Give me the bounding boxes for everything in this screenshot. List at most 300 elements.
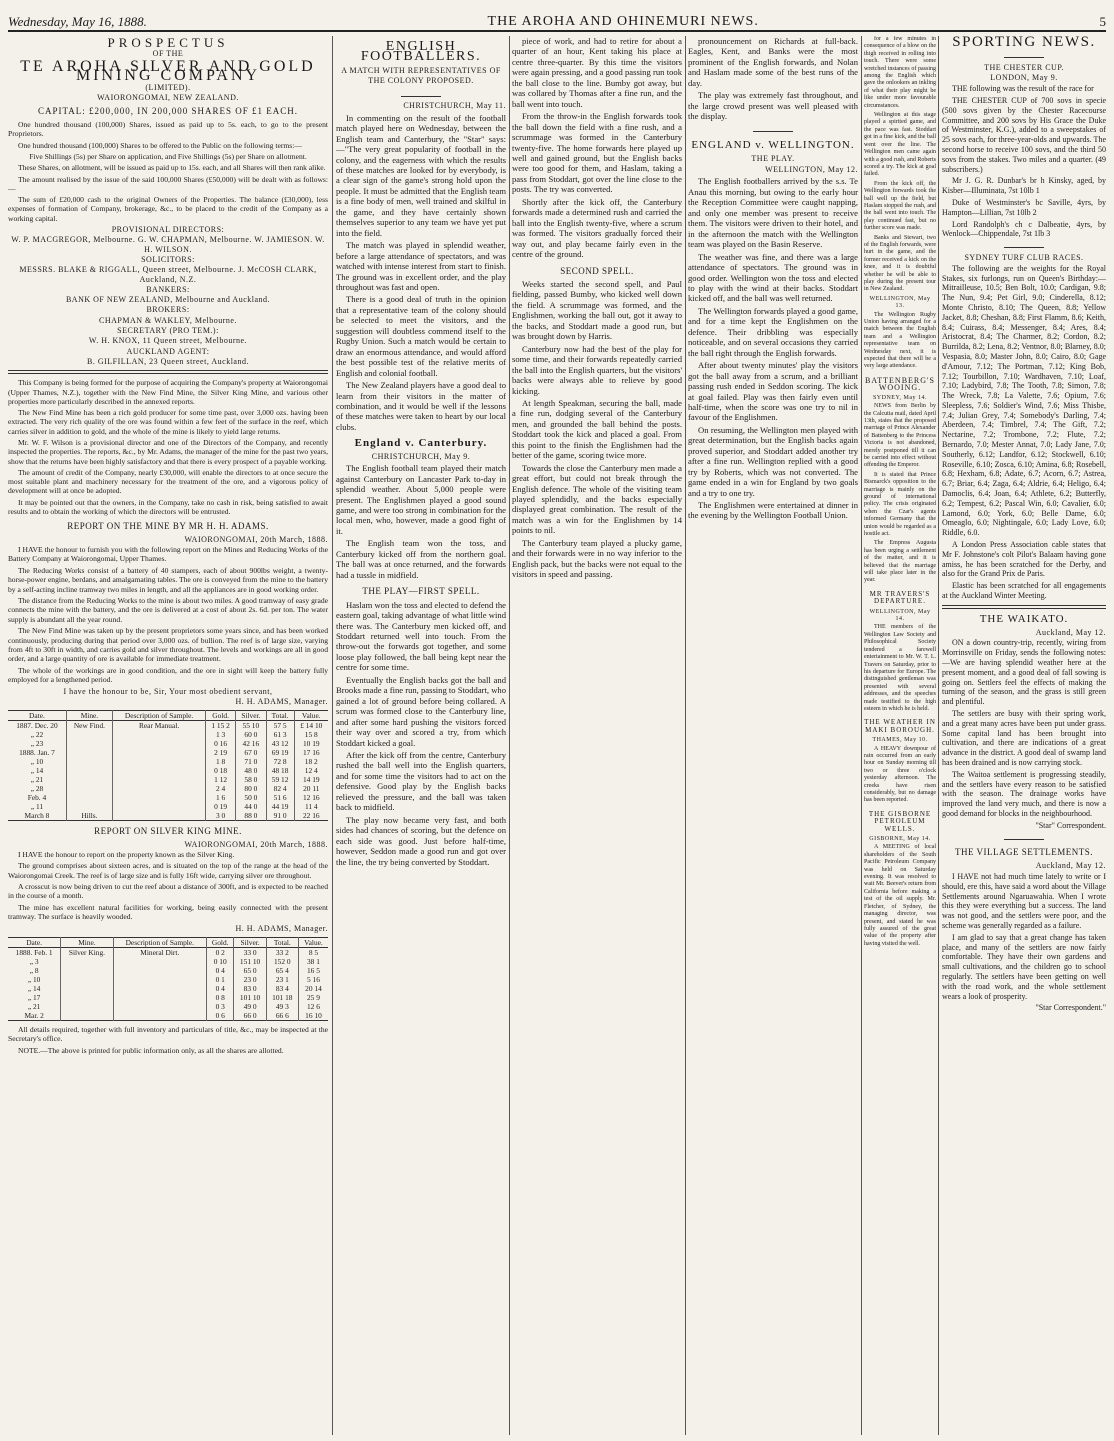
article-para: NEWS from Berlin by the Calcutta mail, dated April 13th, states that the proposed marriage of Prince Alexander of Battenberg to the Princess Victoria is not abandoned, merely postponed till it can be carried into effect without offending the Emperor.	[864, 403, 936, 469]
table-row	[8, 975, 328, 984]
table-cell: „ 17	[27, 992, 41, 1002]
table-cell: 1 3	[206, 730, 236, 739]
wellington-headline: ENGLAND v. WELLINGTON.	[691, 139, 855, 152]
report-body: I HAVE the honour to furnish you with the following report on the Mines and Reducing Works of the Battery Company at Waiorongomai, Upper Thames.	[8, 544, 328, 564]
article-para: I HAVE not had much time lately to write or I should, ere this, have said a word about the Village Settlements around Ngaruawahia. When I wrote this they were everything but a success. The land was not good, and the settlers were poor, and the scheme was generally regarded as a failure.	[942, 871, 1106, 930]
table-cell: „ 10	[30, 757, 44, 767]
col-header: Gold.	[206, 711, 236, 721]
travers-headline: MR TRAVERS'S DEPARTURE.	[869, 589, 931, 606]
table-cell: 20 11	[294, 784, 328, 793]
company-name: TE AROHA SILVER AND GOLD MINING COMPANY	[20, 57, 316, 84]
table-row	[8, 966, 328, 975]
article-para: for a few minutes in consequence of a blow on the thigh received in rolling into touch. There were some wretched instances of passing among the English which gave the onlookers an inkling of what their play might be like under more favourable circumstances.	[864, 36, 936, 109]
table-cell: 0 4	[206, 984, 234, 993]
article-para: On resuming, the Wellington men played with great determination, but the English backs again proved superior, and Stoddart added another try after a fine run. Wellington replied with a good try by Roberts, which was not converted. The game ended in a win for England by two goals and a try to one try.	[688, 424, 858, 498]
table-cell: Mar. 2	[24, 1010, 44, 1020]
prospectus-para: These Shares, on allotment, will be issued as paid up to 15s. each, and all Shares will then rank alike.	[18, 163, 326, 173]
article-para: Elastic has been scratched for all engagements at the Auckland Winter Meeting.	[942, 581, 1106, 601]
table-cell: „ 28	[30, 784, 44, 794]
article-para: There is a good deal of truth in the opinion that a representative team of the colony should be selected to meet the visitors, and the suggestion will doubtless commend itself to the Rugby Union. Such a match would be certain to draw an enormous attendance, and would afford the best possible test of the relative merits of English and colonial football.	[336, 294, 506, 378]
silver-king-title: REPORT ON SILVER KING MINE.	[94, 826, 242, 837]
table-cell: 82 4	[266, 784, 294, 793]
directors-label: PROVISIONAL DIRECTORS:	[111, 225, 225, 235]
table-cell: 49 3	[266, 1002, 298, 1011]
table-cell	[66, 802, 112, 811]
article-para: The following are the weights for the Royal Stakes, six furlongs, run on Queen's Birthday:—Mitrailleuse, 10.5; Ben Bolt, 10.0; Cardigan, 9.8; The Nun, 9.4; Pet Girl, 9.0; Cinderella, 8.12; Monte Christo, 8.10; The Queen, 8.8; Yellow Jacket, 8.8; Cheshan, 8.8; First Flamm, 8.6; Keith, 8.4; Cuirass, 8.4; Messenger, 8.4; Ares, 8.4; Aristocrat, 8.4; The Charmer, 8.2; Cordon, 8.2; Burrilda, 8.2; Lena, 8.2; Ventnor, 8.0; Blarney, 8.0; Vespasia, 8.0; Master John, 8.0; Cairo, 8.0; Gage d'Amour, 7.12; The Portman, 7.12; King Bob, 7.12; Tourbillon, 7.10; Wardhaven, 7.10; Loaf, 7.10; Ladybird, 7.8; The Tooth, 7.8; Simon, 7.8; The Wreck, 7.8; La Valette, 7.6; Opium, 7.6; Sleepless, 7.6; Soldier's Wind, 7.6; Miss Thisbe, 7.4; Julian Grey, 7.4; Somebody's Darling, 7.4; Aberdeen, 7.4; Timbrel, 7.4; The Gift, 7.2; Nectarine, 7.2; Trombone, 7.2; Flute, 7.2; Bernardo, 7.0; Mester Annat, 7.0; Lady Jane, 7.0; Southerly, 6.12; Landfor, 6.12; Stockwell, 6.10; Roseville, 6.10; Zosca, 6.10; Amina, 6.8; Rosebell, 6.8; Hexham, 6.8; Adate, 6.7; Acorn, 6.7; Astrea, 6.7; Briar, 6.4; Zaga, 6.4; Aldrie, 6.4; Heligo, 6.4; Damoclis, 6.4; Joan, 6.4; Athlete, 6.2; Butterfly, 6.2; Tempest, 6.2; Pascal Win, 6.0; Cavalier, 6.0; Lamond, 6.0; York, 6.0; Belle Dame, 6.0; Omeaglo, 6.0; Nightingale, 6.0; Lady Love, 6.0; Riddle, 6.0.	[942, 263, 1106, 538]
agent-label: AUCKLAND AGENT:	[126, 346, 210, 356]
prospectus-para: The sum of £20,000 cash to the original Owners of the Properties. The balance (£30,000), less expenses of formation of Company, brokerage, &c., to be placed to the credit of the Company as a working capital.	[8, 195, 328, 223]
weather-headline: THE WEATHER IN MAKI BOROUGH.	[864, 718, 936, 734]
table-row	[8, 802, 328, 811]
table-cell: „ 11	[30, 802, 44, 812]
directors: W. P. MACGREGOR, Melbourne. G. W. CHAPMAN, Melbourne. W. JAMIESON. W. H. WILSON.	[11, 235, 325, 254]
table-cell: 11 4	[294, 802, 328, 811]
divider	[942, 241, 1106, 251]
table-row	[8, 766, 328, 775]
correspondent: "Star Correspondent."	[1035, 1003, 1106, 1013]
table-cell: 58 0	[236, 775, 267, 784]
dateline: WELLINGTON, May 12.	[765, 164, 858, 174]
table-cell: 101 18	[266, 993, 298, 1002]
article-para: At length Speakman, securing the ball, made a fine run, dodging several of the Canterbury men, and grounded the ball behind the posts. Stoddart took the kick and placed a goal. From this point to the finish the Englishmen had the better of the game, scoring twice more.	[512, 397, 682, 461]
table-cell: 1887. Dec. 20	[16, 721, 58, 731]
table-cell: 80 0	[236, 784, 267, 793]
table-cell: 33 2	[266, 947, 298, 957]
article-para: The settlers are busy with their spring work, and a great many acres have been put under grass. Some capital land has been brought into cultivation, and there are indications of a great advance in the district. A good deal of swamp land has been drained and is now carrying stock.	[942, 709, 1106, 767]
table-cell: „ 21	[30, 775, 44, 785]
col-header: Date.	[29, 711, 45, 721]
article-para: The Waitoa settlement is progressing steadily, and the settlers have every reason to be satisfied with the season. The drainage works have improved the land very much, and there is now a good demand for blocks in the neighbourhood.	[942, 769, 1106, 818]
table-cell: 0 10	[206, 957, 234, 966]
masthead-paper-title: THE AROHA AND OHINEMURI NEWS.	[487, 14, 759, 29]
article-para: A MEETING of local shareholders of the South Pacific Petroleum Company was held on Saturday evening. It was resolved to wait Mr. Beever's return from California before making a test of the oil supply. Mr. Fletcher, of Sydney, the managing director, was present, and stated he was fully assured of the great value of the property after having visited the well.	[864, 844, 936, 947]
col-header: Date.	[26, 937, 43, 947]
column-rule	[938, 36, 939, 1435]
table-header-row	[8, 711, 328, 721]
article-para: From the throw-in the English forwards took the ball down the field with a fine rush, and a scrummage was formed in the Canterbury twenty-five. The home forwards here played up well and gained ground, but the English backs were too good for them, and Haslam, taking a pass from Stoddart, got over the line close to the posts. The try was converted.	[512, 111, 682, 195]
article-para: THE following was the result of the race for	[952, 84, 1094, 94]
divider	[688, 124, 858, 134]
article-para: The Wellington Rugby Union having arranged for a match between the English team and a Wellington representative team on Wednesday next, it is expected that there will be a very large attendance.	[864, 311, 936, 370]
correspondent: "Star" Correspondent.	[1035, 820, 1106, 830]
table-cell: March 8	[24, 811, 50, 821]
table-cell: „ 14	[27, 983, 41, 993]
dateline: GISBORNE, May 14.	[869, 836, 931, 843]
race-result: Mr J. G. R. Dunbar's br h Kinsky, aged, by Kisber—Illuminata, 7st 10lb 1	[942, 176, 1106, 196]
table-cell	[66, 793, 112, 802]
secretary: W. H. KNOX, 11 Queen street, Melbourne.	[88, 336, 248, 346]
dateline: WELLINGTON, May 13.	[869, 295, 931, 310]
table-cell: 18 2	[294, 757, 328, 766]
table-row	[8, 1011, 328, 1021]
table-cell: 91 0	[266, 811, 294, 821]
table-cell: 16 5	[298, 966, 328, 975]
prospectus-body: It may be pointed out that the owners, in the Company, take no cash in risk, being satisfied to await results and to obtain the working of which the directors will be entrusted.	[8, 497, 328, 517]
assay-table-new-find	[8, 710, 328, 821]
article-para: The play was extremely fast throughout, and the large crowd present was well pleased with the display.	[688, 90, 858, 122]
table-cell: Rear Manual.	[112, 721, 205, 731]
masthead-page-number: 5	[1099, 14, 1106, 29]
table-cell: 0 1	[206, 975, 234, 984]
divider	[942, 833, 1106, 843]
agent: B. GILFILLAN, 23 Queen street, Auckland.	[87, 356, 249, 366]
silver-king-body: I HAVE the honour to report on the property known as the Silver King.	[18, 849, 235, 859]
table-cell: 20 14	[298, 984, 328, 993]
table-cell: 152 0	[266, 957, 298, 966]
silver-king-body: A crosscut is now being driven to cut the reef about a distance of 300ft, and is expected to be reached in the course of a month.	[8, 882, 328, 901]
table-cell: 66 0	[234, 1011, 266, 1021]
table-cell	[112, 811, 205, 821]
article-para: I am glad to say that a great change has taken place, and many of the settlers are now fairly comfortable. They have their own gardens and small cultivations, and the children go to school regularly. The settlers have been getting on well with the road work, and the whole settlement wears a look of prosperity.	[942, 932, 1106, 1001]
article-para: A HEAVY downpour of rain occurred from an early hour on Sunday morning till two or three o'clock yesterday afternoon. The creeks have risen considerably, but no damage has been reported.	[864, 745, 936, 804]
prospectus-title: PROSPECTUS	[107, 36, 229, 50]
dateline: LONDON, May 9.	[990, 73, 1058, 83]
table-cell: 22 16	[294, 811, 328, 821]
table-cell: 38 1	[298, 957, 328, 966]
table-cell	[112, 748, 205, 757]
table-row	[8, 784, 328, 793]
article-para: ON a down country-trip, recently, wiring from Morrinsville on Friday, sends the following notes:—We are having splendid weather here at the present moment, and a good deal of fall sowing is going on. Settlers feel the effects of making the turning of the season, and the grass is still green and plentiful.	[942, 638, 1106, 707]
table-row	[8, 739, 328, 748]
col-header: Mine.	[61, 937, 113, 947]
column-rule	[332, 36, 333, 1435]
article-para: Towards the close the Canterbury men made a great effort, but could not break through the English defence. The whole of the visiting team played splendidly, and the backs especially displayed great combination. The result of the match was a win for the Englishmen by 14 points to nil.	[512, 462, 682, 536]
table-cell: 16 10	[298, 1011, 328, 1021]
col-header: Value.	[294, 711, 328, 721]
table-cell: 2 19	[206, 748, 236, 757]
sporting-column	[942, 36, 1106, 1435]
table-cell: 48 0	[236, 766, 267, 775]
article-para: The weather was fine, and there was a large attendance of spectators. The ground was in good order. Wellington won the toss and elected to play with the wind at their backs. Stoddart kicked off, and the ball was well returned.	[688, 251, 858, 304]
table-cell: 83 4	[266, 984, 298, 993]
table-cell	[61, 993, 113, 1002]
report-title: REPORT ON THE MINE BY MR H. H. ADAMS.	[67, 521, 269, 532]
table-cell: 15 8	[294, 730, 328, 739]
masthead	[8, 8, 1106, 32]
article-para: Banks and Stewart, two of the English forwards, were hurt in the game, and the former received a kick on the knee, and it is doubtful whether he will be able to play during the present tour in New Zealand.	[864, 234, 936, 293]
table-cell: 12 16	[294, 793, 328, 802]
table-cell: 44 0	[236, 802, 267, 811]
wellington-column	[688, 36, 858, 1435]
table-cell: 88 0	[236, 811, 267, 821]
silver-king-body: The mine has excellent natural facilities for working, being easily connected with the present tramway. The surface is heavily wooded.	[8, 902, 328, 922]
prospectus-footer-note: NOTE.—The above is printed for public information only, as all the shares are allotted.	[18, 1045, 284, 1055]
article-para: A London Press Association cable states that Mr F. Johnstone's colt Pilot's Balaam having gone amiss, he has been scratched for the Derby, and also for the Grand Prix de Paris.	[942, 540, 1106, 579]
column-rule	[861, 36, 862, 1435]
table-cell: 0 19	[206, 802, 236, 811]
table-cell: Hills.	[66, 811, 112, 821]
dateline: Auckland, May 12.	[1035, 861, 1106, 871]
report-body: The whole of the workings are in good condition, and the ore in sight will keep the battery fully employed for a lengthened period.	[8, 665, 328, 685]
english-footballers-headline: ENGLISH FOOTBALLERS.	[360, 39, 482, 65]
table-cell: 10 19	[294, 739, 328, 748]
table-row	[8, 811, 328, 821]
table-cell	[66, 730, 112, 739]
table-row	[8, 721, 328, 731]
table-cell: 61 3	[266, 730, 294, 739]
article-para: After the kick off from the centre, Canterbury rushed the ball well into the English quarters, and for some time the visitors had to act on the defensive. Good play by the English backs relieved the pressure, and the ball was taken back to midfield.	[336, 750, 506, 813]
table-cell: 65 4	[266, 966, 298, 975]
table-cell: 59 12	[266, 775, 294, 784]
table-cell: 83 0	[234, 984, 266, 993]
table-cell	[61, 975, 113, 984]
dateline: Auckland, May 12.	[1035, 627, 1106, 637]
table-cell: 48 18	[266, 766, 294, 775]
table-cell: 17 16	[294, 748, 328, 757]
table-cell: Mineral Dirt.	[113, 947, 206, 957]
company-location: WAIORONGOMAI, NEW ZEALAND.	[97, 93, 239, 103]
table-cell	[113, 993, 206, 1002]
divider	[336, 89, 506, 99]
solicitors: MESSRS. BLAKE & RIGGALL, Queen street, Melbourne. J. McCOSH CLARK, Auckland, N.Z.	[19, 265, 317, 284]
table-cell: 1 15 2	[206, 721, 236, 731]
table-cell: 101 10	[234, 993, 266, 1002]
table-cell: New Find.	[66, 721, 112, 731]
table-row	[8, 947, 328, 957]
table-cell	[66, 775, 112, 784]
brokers: CHAPMAN & WAKLEY, Melbourne.	[99, 315, 237, 325]
table-cell: 1 6	[206, 793, 236, 802]
prospectus-body: The New Find Mine has been a rich gold producer for some time past, over 3,000 ozs. having been extracted. The very rich quality of the ore was found within a few feet of the surface in the reef, which carries silver in addition to gold, and the whole of the mine is likely to yield large returns.	[8, 408, 328, 436]
prospectus-footer: All details required, together with full inventory and particulars of title, &c., may be inspected at the Secretary's office.	[8, 1024, 328, 1044]
article-para: The Englishmen were entertained at dinner in the evening by the Wellington Football Union.	[688, 500, 858, 521]
company-limited: (LIMITED).	[145, 83, 191, 93]
article-para: In commenting on the result of the football match played here on Wednesday, between the English team and Canterbury, the "Star" says:—"The very great popularity of football in the colony, and the eagerness with which the results of these matches are looked for by everybody, is a clear sign of the game's strong hold upon the people. It must be admitted that the English team is a fine body of men, well trained and skilful in the game, and they have certainly shown themselves superior to any team we have yet put into the field.	[336, 112, 506, 238]
table-cell	[112, 766, 205, 775]
table-cell: „ 14	[30, 766, 44, 776]
table-cell	[112, 802, 205, 811]
table-cell: 49 0	[234, 1002, 266, 1011]
table-cell: 0 2	[206, 947, 234, 957]
table-cell: 67 0	[236, 748, 267, 757]
article-para: Eventually the English backs got the ball and Brooks made a fine run, passing to Stoddart, who gained a lot of ground before being collared. A scrum was formed close to the Canterbury line, and after some hard pushing the visitors forced their way over and scored a try, from which Stoddart kicked a goal.	[336, 674, 506, 748]
article-para: The English team won the toss, and Canterbury kicked off from the northern goal. The ball was at once returned, and the forwards had a tussle in midfield.	[336, 538, 506, 580]
table-cell: 66 6	[266, 1011, 298, 1021]
article-para: The Wellington forwards played a good game, and for a time kept the Englishmen on the defence. Their dribbling was especially noticeable, and on several occasions they carried the ball right through the English forwards.	[688, 305, 858, 358]
table-cell: 8 5	[298, 947, 328, 957]
col-header: Total.	[266, 937, 298, 947]
prospectus-column	[8, 36, 328, 1435]
silver-king-body: The ground comprises about sixteen acres, and is situated on the top of the range at the head of the Waiorongomai Creek. The reef is of large size and is fully 16ft wide, carrying silver ore throughout.	[8, 861, 328, 880]
report-signature: H. H. ADAMS, Manager.	[235, 696, 328, 706]
section-heading: THE PLAY—FIRST SPELL.	[362, 586, 480, 597]
battenberg-headline: BATTENBERG'S WOOING.	[865, 375, 935, 393]
table-cell: 51 6	[266, 793, 294, 802]
table-cell: „ 22	[30, 730, 44, 740]
table-cell: 60 0	[236, 730, 267, 739]
assay-table-silver-king	[8, 937, 328, 1021]
article-para: Haslam won the toss and elected to defend the eastern goal, taking advantage of what little wind there was. The Canterbury men kicked off, and Stoddart returned well into touch. From the throw-out the forwards got together, and some loose play followed, the ball being kept near the centre for some time.	[336, 599, 506, 673]
table-cell	[112, 784, 205, 793]
table-cell	[61, 966, 113, 975]
table-cell: 55 10	[236, 721, 267, 731]
prospectus-body: This Company is being formed for the purpose of acquiring the Company's property at Waiorongomai (Upper Thames, N.Z.), together with the New Find Mine, the Silver King Mine, and various other properties more particularly described in the annexed reports.	[8, 378, 328, 406]
table-cell: 50 0	[236, 793, 267, 802]
table-cell	[61, 957, 113, 966]
table-cell	[61, 1002, 113, 1011]
bankers: BANK OF NEW ZEALAND, Melbourne and Auckland.	[65, 295, 271, 305]
table-cell: 69 19	[266, 748, 294, 757]
column-rule	[685, 36, 686, 1435]
col-header: Gold.	[206, 937, 234, 947]
article-para: Canterbury now had the best of the play for some time, and their forwards repeatedly carried the ball into the English quarters, but the visitors' backs were always able to relieve by good kicking.	[512, 343, 682, 396]
table-cell: 25 9	[298, 993, 328, 1002]
table-cell: 42 16	[236, 739, 267, 748]
table-cell	[113, 966, 206, 975]
table-cell	[66, 784, 112, 793]
col-header: Silver.	[234, 937, 266, 947]
table-header-row	[8, 937, 328, 947]
table-cell: „ 23	[30, 739, 44, 749]
table-row	[8, 957, 328, 966]
table-cell	[112, 793, 205, 802]
article-para: The English football team played their match against Canterbury on Lancaster Park to-day in splendid weather. About 5,000 people were present. The Englishmen played a good sound game, and were too strong in combination for the local men, who, however, made a good fight of it.	[336, 463, 506, 536]
silver-king-date: WAIORONGOMAI, 20th March, 1888.	[184, 839, 328, 849]
section-heading: SECOND SPELL.	[560, 265, 634, 276]
divider	[942, 51, 1106, 61]
table-cell: 0 8	[206, 993, 234, 1002]
table-cell	[61, 984, 113, 993]
table-row	[8, 1002, 328, 1011]
football-column	[336, 36, 506, 1435]
prospectus-para: The amount realised by the issue of the said 100,000 Shares (£50,000) will be dealt with as follows:—	[8, 174, 328, 193]
table-cell: 23 1	[266, 975, 298, 984]
article-para: Weeks started the second spell, and Paul fielding, passed Bumby, who kicked well down the field. A scrummage was formed, and the Englishmen, working the ball out, got it away to the backs, and Stoddart made a good run, but was brought down by Harris.	[512, 278, 682, 342]
table-cell: 2 4	[206, 784, 236, 793]
article-para: pronouncement on Richards at full-back. Eagles, Kent, and Banks were the most prominent of the English forwards, and Nolan and Haslam made some of the best runs of the day.	[688, 36, 858, 88]
prospectus-body: The amount of credit of the Company, nearly £30,000, will enable the directors to at once secure the most suitable plant and machinery necessary for the treatment of the ore, and a vigorous policy of development will at once be adopted.	[8, 467, 328, 496]
wellington-subhead: THE PLAY.	[751, 153, 795, 163]
col-header: Total.	[266, 711, 294, 721]
table-cell: 57 5	[266, 721, 294, 731]
race-result: Lord Randolph's ch c Dalbeatie, 4yrs, by Wenlock—Chippendale, 7st 1lb 3	[942, 219, 1106, 239]
masthead-date: Wednesday, May 16, 1888.	[8, 14, 147, 29]
divider	[8, 370, 328, 374]
english-footballers-subhead: A MATCH WITH REPRESENTATIVES OF THE COLONY PROPOSED.	[341, 65, 501, 86]
prospectus-of-the: OF THE	[152, 49, 184, 59]
table-row	[8, 993, 328, 1002]
table-cell: 1 12	[206, 775, 236, 784]
silver-king-signature: H. H. ADAMS, Manager.	[235, 923, 328, 933]
table-cell: 1888. Feb. 1	[15, 947, 53, 957]
table-cell	[113, 1011, 206, 1021]
table-cell: 0 18	[206, 766, 236, 775]
table-cell: 5 16	[298, 975, 328, 984]
solicitors-label: SOLICITORS:	[141, 254, 195, 264]
dateline: CHRISTCHURCH, May 11.	[403, 101, 506, 111]
table-cell	[112, 730, 205, 739]
report-body: The New Find Mine was taken up by the present proprietors some years since, and has been worked continuously, producing during that period over 3,000 ozs. of bullion. The reef is of large size, varying from 4ft to 30ft in width, and carries gold and silver throughout. The levels and workings are all in good order, and a large quantity of ore is available for immediate treatment.	[8, 626, 328, 664]
petroleum-headline: THE GISBORNE PETROLEUM WELLS.	[868, 809, 932, 833]
table-cell: 0 6	[206, 1011, 234, 1021]
table-row	[8, 984, 328, 993]
article-para: From the kick off, the Wellington forwards took the ball well up the field, but Haslam stopped the rush, and the ball went into touch. The play continued fast, but no further score was made.	[864, 180, 936, 232]
prospectus-para: One hundred thousand (100,000) Shares, issued as paid up to 5s. each, to go to the present Proprietors.	[8, 120, 328, 139]
table-cell: „ 3	[29, 956, 39, 966]
table-cell: 151 10	[234, 957, 266, 966]
table-cell	[66, 757, 112, 766]
col-header: Description of Sample.	[113, 937, 206, 947]
table-cell: 23 0	[234, 975, 266, 984]
table-cell	[112, 757, 205, 766]
article-para: The New Zealand players have a good deal to learn from their visitors in the matter of combination, and it would be well if the lessons of these matches were taken to heart by our local clubs.	[336, 380, 506, 432]
capital-line: CAPITAL: £200,000, IN 200,000 SHARES OF £1 EACH.	[37, 105, 299, 116]
table-cell: 1 8	[206, 757, 236, 766]
table-cell	[112, 739, 205, 748]
table-cell: £ 14 10	[294, 721, 328, 731]
table-cell: „ 21	[27, 1001, 41, 1011]
table-cell: 1888. Jan. 7	[19, 748, 55, 758]
table-cell	[66, 739, 112, 748]
article-para: The play now became very fast, and both sides had chances of scoring, but the defence on each side was good. Just before half-time, however, Seddon made a good run and got over the line, the try being converted by Stoddart.	[336, 814, 506, 867]
article-para: The English footballers arrived by the s.s. Te Anau this morning, but owing to the early hour the Reception Committee were caught napping, and only one member was present to receive them. The visitors were driven to their hotel, and in the afternoon the match with the Wellington team was played on the Basin Reserve.	[688, 176, 858, 250]
turf-club-title: SYDNEY TURF CLUB RACES.	[964, 252, 1084, 262]
brokers-label: BROKERS:	[146, 305, 190, 315]
dateline: THAMES, May 10.	[872, 737, 928, 744]
column-rule	[509, 36, 510, 1435]
table-cell	[113, 1002, 206, 1011]
col-header: Description of Sample.	[112, 711, 205, 721]
article-para: Wellington at this stage played a spirited game, and the pace was fast. Stoddart got in a fine kick, and the ball went over the line. The Wellington men came again with a good rush, and Roberts scored a try. The kick at goal failed.	[864, 112, 936, 178]
table-row	[8, 730, 328, 739]
secretary-label: SECRETARY (PRO TEM.):	[117, 326, 219, 336]
article-para: Shortly after the kick off, the Canterbury forwards made a determined rush and carried the ball into the English twenty-five, where a scrum was formed. The visitors gradually forced their way out, and play became fairly even in the centre of the ground.	[512, 196, 682, 260]
table-cell	[66, 766, 112, 775]
col-header: Value.	[298, 937, 328, 947]
col-header: Silver.	[236, 711, 267, 721]
report-body: The Reducing Works consist of a battery of 40 stampers, each of about 900lbs weight, a twenty-horse-power engine, berdans, and amalgamating tables. The ore is conveyed from the mine to the battery by a self-acting incline tramway two miles in length, and all the appliances are in good working order.	[8, 565, 328, 594]
table-cell	[113, 984, 206, 993]
divider	[942, 605, 1106, 609]
section-date: CHRISTCHURCH, May 9.	[371, 451, 471, 461]
table-cell: Feb. 4	[27, 793, 47, 803]
article-para: The Empress Augusta has been urging a settlement of the matter, and it is believed that the marriage will take place later in the year.	[864, 540, 936, 584]
table-cell: Silver King.	[61, 947, 113, 957]
table-cell: „ 8	[29, 965, 39, 975]
article-para: piece of work, and had to retire for about a quarter of an hour, Kent taking his place at centre three-quarter. By this time the visitors were again pressing, and a good passing run took the ball close to the line. Bumby got away, but was collared by Thomas after a fine run, and the ball went into touch.	[512, 36, 682, 109]
report-signoff: I have the honour to be, Sir, Your most obedient servant,	[63, 686, 273, 696]
table-cell: 44 19	[266, 802, 294, 811]
prospectus-body: Mr. W. F. Wilson is a provisional director and one of the Directors of the Company, and recently inspected the properties. The reports, &c., by Mr. Adams, the manager of the mine for the past two years, show that the returns have been highly satisfactory and that there is every prospect of a payable working.	[8, 437, 328, 466]
chester-cup-title: THE CHESTER CUP.	[984, 62, 1064, 72]
table-cell: 0 16	[206, 739, 236, 748]
report-body: The distance from the Reducing Works to the mine is about two miles. A good tramway of easy grade connects the mine with the battery, and the ore is delivered at a cost of about 2s. 6d. per ton. The water supply is abundant all the year round.	[8, 595, 328, 624]
table-cell: 43 12	[266, 739, 294, 748]
table-cell: 12 4	[294, 766, 328, 775]
article-para: THE CHESTER CUP of 700 sovs in specie (500 sovs given by the Chester Racecourse Committee, and 200 sovs by His Grace the Duke of Westminster, K.G.), added to a sweepstakes of 25 sovs each, for three-year-olds and upwards. The second horse to receive 100 sovs, and the third 50 sovs from the stakes. Two miles and a quarter. (49 subscribers.)	[942, 95, 1106, 174]
table-cell	[113, 957, 206, 966]
article-para: After about twenty minutes' play the visitors got the ball away from a scrum, and a brilliant passing rush ended in Seddon scoring. The kick at goal failed. Play was then fairly even until half-time, when the score was one try to nil in favour of the Englishmen.	[688, 360, 858, 423]
table-cell: 33 0	[234, 947, 266, 957]
bankers-label: BANKERS:	[146, 284, 190, 294]
section-heading: England v. Canterbury.	[354, 437, 488, 450]
col-header: Mine.	[66, 711, 112, 721]
table-cell: 65 0	[234, 966, 266, 975]
table-cell: 14 19	[294, 775, 328, 784]
table-row	[8, 775, 328, 784]
waikato-headline: THE WAIKATO.	[979, 612, 1069, 625]
article-para: THE members of the Wellington Law Society and Philosophical Society tendered a farewell entertainment to Mr. W. T. L. Travers on Saturday, prior to his departure for Europe. The distinguished gentleman was presented with several addresses, and the speeches made testified to the high esteem in which he is held.	[864, 624, 936, 712]
table-cell	[113, 975, 206, 984]
prospectus-para: One hundred thousand (100,000) Shares to be offered to the Public on the following terms:—	[18, 140, 302, 150]
table-row	[8, 793, 328, 802]
prospectus-para: Five Shillings (5s) per Share on application, and Five Shillings (5s) per Share on allotment.	[29, 151, 307, 161]
table-cell	[66, 748, 112, 757]
table-cell: 0 3	[206, 1002, 234, 1011]
table-cell: 72 8	[266, 757, 294, 766]
table-row	[8, 748, 328, 757]
report-date: WAIORONGOMAI, 20th March, 1888.	[184, 534, 328, 544]
